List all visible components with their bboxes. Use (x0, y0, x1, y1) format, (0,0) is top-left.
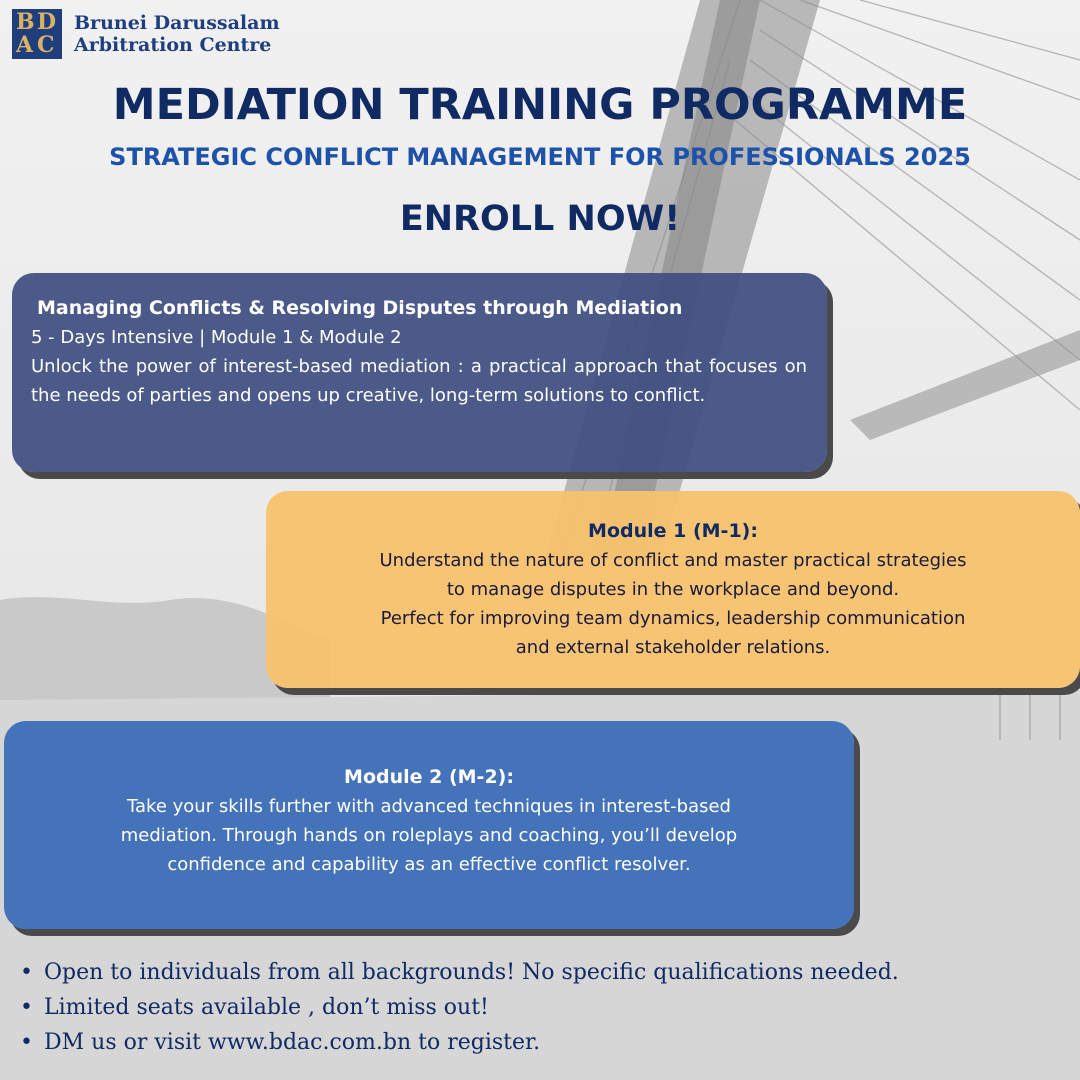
logo-line-2: Arbitration Centre (74, 34, 272, 56)
module-1-line: Perfect for improving team dynamics, leadership communication (380, 608, 966, 629)
page-subtitle: STRATEGIC CONFLICT MANAGEMENT FOR PROFESSIONALS 2025 (109, 143, 971, 171)
module-2-line: mediation. Through hands on roleplays and coaching, you’ll develop (120, 825, 738, 846)
module-1-card (266, 491, 1080, 688)
logo-letter: A (16, 32, 34, 58)
bdac-logo-mark (12, 9, 62, 59)
enroll-now-heading: ENROLL NOW! (399, 199, 681, 239)
module-2-line: Take your skills further with advanced techniques in interest-based (127, 796, 731, 817)
page-title: MEDIATION TRAINING PROGRAMME (112, 80, 968, 130)
bullet-limited-seats: • Limited seats available , don’t miss out! (18, 990, 1068, 1025)
bdac-logo (12, 9, 280, 59)
module-1-line: Understand the nature of conflict and master practical strategies (379, 550, 967, 571)
logo-letter: C (37, 32, 55, 58)
programme-overview-title: Managing Conflicts & Resolving Disputes through Mediation (37, 297, 683, 319)
module-2-title: Module 2 (M-2): (344, 766, 514, 788)
programme-duration: 5 - Days Intensive | Module 1 & Module 2 (31, 327, 402, 348)
logo-line-1: Brunei Darussalam (74, 12, 280, 34)
module-2-line: confidence and capability as an effective conflict resolver. (167, 854, 691, 875)
module-2-card (4, 721, 854, 929)
logo-letter: B (16, 9, 35, 35)
module-1-line: and external stakeholder relations. (515, 637, 831, 658)
module-1-title: Module 1 (M-1): (588, 520, 758, 542)
logo-letter: D (37, 9, 57, 35)
module-1-line: to manage disputes in the workplace and beyond. (446, 579, 900, 600)
bullet-register: • DM us or visit www.bdac.com.bn to register. (18, 1025, 1068, 1060)
programme-description: Unlock the power of interest-based mediation : a practical approach that focuses on the needs of parties and opens up creative, long-term solutions to conflict. (31, 356, 807, 406)
programme-overview-card (12, 273, 827, 472)
logo-wordmark (74, 12, 280, 56)
info-bullet-list (18, 955, 1068, 1060)
bullet-eligibility: • Open to individuals from all backgrounds! No specific qualifications needed. (18, 955, 1068, 990)
